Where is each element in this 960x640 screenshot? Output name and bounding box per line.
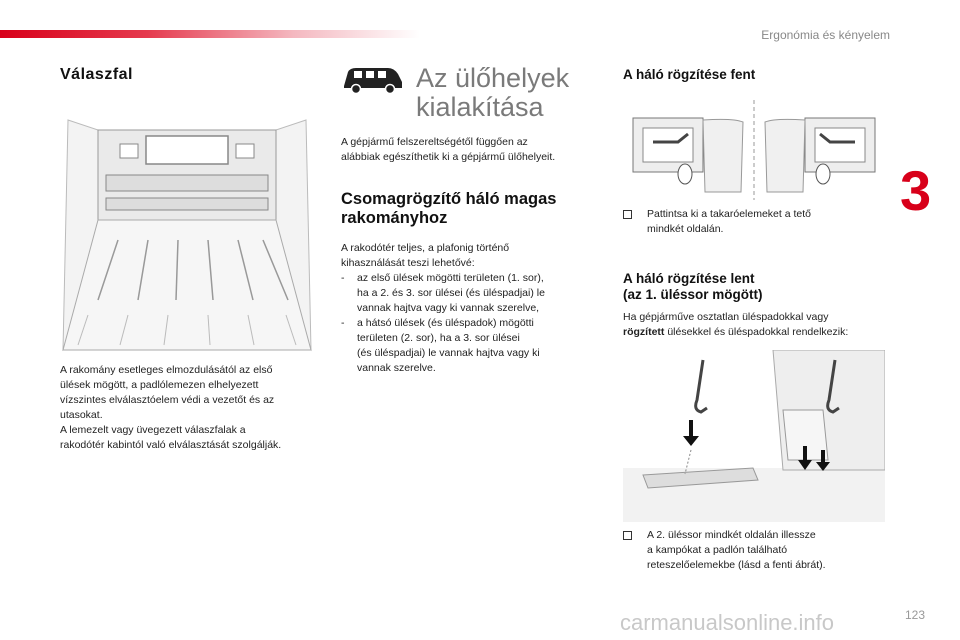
van-seating-icon bbox=[340, 64, 404, 96]
text-line: utasokat. bbox=[60, 409, 103, 421]
text-line bbox=[623, 325, 893, 340]
chapter-number: 3 bbox=[900, 159, 932, 222]
page-number: 123 bbox=[905, 608, 926, 622]
text-line: alábbiak egészíthetik ki a gépjármű ülőhelyeit. bbox=[341, 151, 556, 163]
text-line: A gépjármű felszereltségétől függően az bbox=[341, 136, 528, 148]
list-item bbox=[623, 528, 885, 573]
text-line: A 2. üléssor mindkét oldalán illessze bbox=[647, 529, 816, 541]
lower-fixing-description bbox=[623, 310, 893, 340]
top-accent-bar bbox=[0, 30, 420, 38]
lower-fixing-figure bbox=[623, 350, 885, 522]
text-line: rakodótér kabintól való elválasztását szolgálják. bbox=[60, 439, 282, 451]
section-header: Ergonómia és kényelem bbox=[761, 28, 890, 42]
text-span: ülésekkel és üléspadokkal rendelkezik: bbox=[664, 326, 849, 338]
watermark-brand: carmanualsonline.info bbox=[620, 610, 835, 635]
text-line: vannak szerelve. bbox=[357, 362, 436, 374]
title-line: A háló rögzítése lent bbox=[623, 271, 755, 286]
text-line: vannak hajtva vagy ki vannak szerelve, bbox=[357, 302, 540, 314]
text-line: vízszintes elválasztóelem védi a vezetőt és az bbox=[60, 394, 275, 406]
title-line: (az 1. üléssor mögött) bbox=[623, 287, 763, 302]
checkbox-bullet-icon bbox=[623, 528, 647, 573]
lower-fixing-title bbox=[623, 271, 763, 303]
lower-fixing-instruction bbox=[623, 528, 885, 573]
list-item bbox=[623, 207, 885, 237]
partition-description bbox=[60, 363, 322, 453]
title-line: rakományhoz bbox=[341, 209, 448, 227]
text-line: kihasználását teszi lehetővé: bbox=[341, 257, 475, 269]
text-line: reteszelőelemekbe (lásd a fenti ábrát). bbox=[647, 559, 826, 571]
checkbox-bullet-icon bbox=[623, 207, 647, 237]
bullet-marker: - bbox=[341, 272, 345, 284]
title-line: Csomagrögzítő háló magas bbox=[341, 190, 557, 208]
upper-fixing-figure bbox=[623, 100, 885, 200]
text-line: Pattintsa ki a takaróelemeket a tető bbox=[647, 208, 812, 220]
cargo-partition-figure bbox=[58, 100, 316, 352]
text-line: a hátsó ülések (és üléspadok) mögötti bbox=[357, 317, 534, 329]
list-item bbox=[341, 271, 603, 316]
seating-intro bbox=[341, 135, 603, 165]
text-line: A lemezelt vagy üvegezett válaszfalak a bbox=[60, 424, 246, 436]
upper-fixing-instruction bbox=[623, 207, 885, 237]
text-line: Ha gépjárműve osztatlan üléspadokkal vagy bbox=[623, 311, 829, 323]
text-line: ülések mögött, a padlólemezen elhelyezett bbox=[60, 379, 259, 391]
net-description bbox=[341, 241, 603, 376]
bold-text: rögzített bbox=[623, 326, 665, 338]
text-line: területen (2. sor), ha a 3. sor ülései bbox=[357, 332, 520, 344]
seating-main-title bbox=[416, 64, 569, 122]
text-line: A rakomány esetleges elmozdulásától az első bbox=[60, 364, 273, 376]
list-item bbox=[341, 316, 603, 376]
text-line: a kampókat a padlón található bbox=[647, 544, 788, 556]
partition-title: Válaszfal bbox=[60, 66, 133, 83]
title-line: Az ülőhelyek bbox=[416, 63, 570, 93]
text-line: A rakodótér teljes, a plafonig történő bbox=[341, 242, 510, 254]
text-line: mindkét oldalán. bbox=[647, 223, 724, 235]
cargo-area-illustration bbox=[58, 100, 316, 352]
net-subtitle bbox=[341, 190, 556, 228]
text-line: ha a 2. és 3. sor ülései (és üléspadjai) le bbox=[357, 287, 545, 299]
upper-fixing-title: A háló rögzítése fent bbox=[623, 67, 756, 82]
text-line: az első ülések mögötti területen (1. sor), bbox=[357, 272, 544, 284]
title-line: kialakítása bbox=[416, 92, 544, 122]
bullet-marker: - bbox=[341, 317, 345, 329]
text-line: (és üléspadjai) le vannak hajtva vagy ki bbox=[357, 347, 540, 359]
